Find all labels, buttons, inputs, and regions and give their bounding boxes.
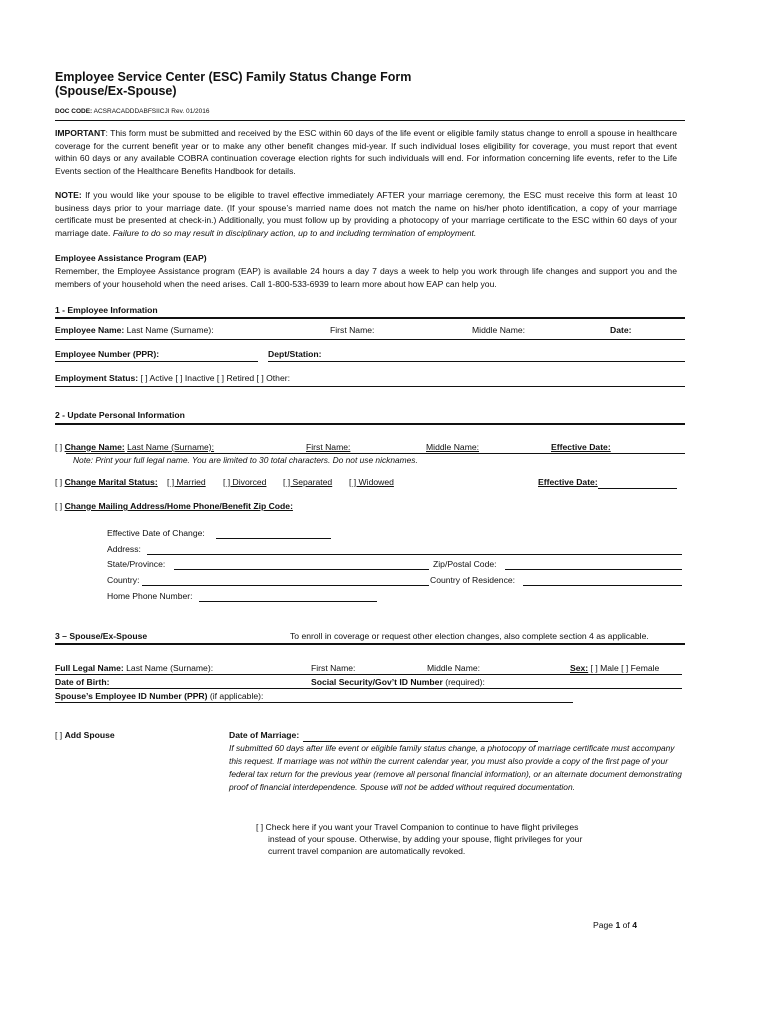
separated-option[interactable]: [ ] Separated: [283, 477, 333, 487]
married-option[interactable]: [ ] Married: [167, 477, 206, 487]
spouse-first-name-label: First Name:: [311, 663, 356, 673]
change-marital-row[interactable]: [ ] Change Marital Status:: [55, 477, 158, 487]
travel-companion-line-2: instead of your spouse. Otherwise, by adding your spouse, flight privileges for your: [268, 834, 583, 844]
add-spouse-option[interactable]: [ ] Add Spouse: [55, 730, 115, 740]
section-3-heading: 3 – Spouse/Ex-Spouse: [55, 631, 148, 641]
change-middle-name-label: Middle Name:: [426, 442, 480, 452]
employment-status-line: [55, 386, 685, 387]
middle-name-label: Middle Name:: [472, 325, 526, 335]
home-phone-label: Home Phone Number:: [107, 591, 193, 601]
section-2-bar: [55, 423, 685, 425]
change-name-row[interactable]: [ ] Change Name: Last Name (Surname):: [55, 442, 215, 452]
employee-name-field[interactable]: [55, 339, 685, 340]
ssn-label: Social Security/Gov’t ID Number (required):: [311, 677, 485, 687]
spouse-ppr-field[interactable]: [55, 702, 573, 703]
address-label: Address:: [107, 544, 141, 554]
spouse-ppr-label: Spouse’s Employee ID Number (PPR) (if applicable):: [55, 691, 264, 701]
header-divider: [55, 120, 685, 121]
widowed-option[interactable]: [ ] Widowed: [349, 477, 394, 487]
employee-name-label: Employee Name: Last Name (Surname):: [55, 325, 214, 335]
section-3-bar: [55, 643, 685, 645]
home-phone-field[interactable]: [199, 601, 377, 602]
effective-date-change-field[interactable]: [216, 538, 331, 539]
enroll-note: To enroll in coverage or request other election changes, also complete section 4 as applicable.: [290, 631, 649, 641]
state-label: State/Province:: [107, 559, 166, 569]
spouse-name-field[interactable]: [55, 674, 682, 675]
dob-label: Date of Birth:: [55, 677, 110, 687]
note-paragraph: NOTE: If you would like your spouse to be eligible to travel effective immediately AFTER your marriage ceremony, the ESC must receive this form at least 10 business days prior to your marriage date. (If your spouse’s married name does not match the name on his/her photo identification, a copy of your marriage certificate must be presented at check-in.) Additionally, you must follow up by providing a photocopy of your marriage certificate to the ESC within 60 days of your marriage date. Failure to do so may result in disciplinary action, up to and including termination of employment.: [55, 190, 677, 238]
divorced-option[interactable]: [ ] Divorced: [223, 477, 267, 487]
section-1-heading: 1 - Employee Information: [55, 305, 158, 315]
change-first-name-label: First Name:: [306, 442, 351, 452]
spouse-full-legal-name-label: Full Legal Name: Last Name (Surname):: [55, 663, 214, 673]
date-label: Date:: [610, 325, 632, 335]
eap-paragraph: Remember, the Employee Assistance program (EAP) is available 24 hours a day 7 days a week to help you work through life changes and support you and the members of your household when the need arises. Call 1-800-533-6939 to learn more about how EAP can help you.: [55, 266, 677, 289]
effective-date-change-label: Effective Date of Change:: [107, 528, 205, 538]
page-number: Page 1 of 4: [593, 920, 637, 930]
travel-companion-line-1[interactable]: [ ] Check here if you want your Travel Companion to continue to have flight privileges: [256, 822, 579, 832]
form-title: Employee Service Center (ESC) Family Status Change Form: [55, 70, 412, 84]
employee-number-label: Employee Number (PPR):: [55, 349, 160, 359]
doc-code: DOC CODE: ACSRACADDDABFSIICJI Rev. 01/2016: [55, 108, 210, 115]
country-residence-field[interactable]: [523, 585, 682, 586]
dept-station-label: Dept/Station:: [268, 349, 322, 359]
country-residence-label: Country of Residence:: [430, 575, 516, 585]
name-note: Note: Print your full legal name. You are limited to 30 total characters. Do not use nicknames.: [73, 455, 418, 465]
change-address-row[interactable]: [ ] Change Mailing Address/Home Phone/Benefit Zip Code:: [55, 501, 293, 511]
change-name-effective-date-label: Effective Date:: [551, 442, 611, 452]
dept-station-field[interactable]: [268, 361, 685, 362]
important-paragraph: IMPORTANT: This form must be submitted and received by the ESC within 60 days of the life event or eligible family status change to enroll a spouse in healthcare coverage for the current benefit year or to make any other benefit changes mid-year. If such individual loses eligibility for coverage, you must report that event within 60 days or any available COBRA continuation coverage election rights for such individuals will end. For information concerning life events, refer to the Life Events section of the Healthcare Benefits Handbook for details.: [55, 128, 677, 176]
employee-number-field[interactable]: [55, 361, 258, 362]
marital-effective-date-label: Effective Date:: [538, 477, 598, 487]
zip-field[interactable]: [505, 569, 682, 570]
travel-companion-line-3: current travel companion are automatically revoked.: [268, 846, 466, 856]
form-subtitle: (Spouse/Ex-Spouse): [55, 84, 177, 98]
marital-effective-date-field[interactable]: [598, 488, 677, 489]
country-label: Country:: [107, 575, 140, 585]
spouse-middle-name-label: Middle Name:: [427, 663, 481, 673]
employment-status[interactable]: Employment Status: [ ] Active [ ] Inactive [ ] Retired [ ] Other:: [55, 373, 290, 383]
first-name-label: First Name:: [330, 325, 375, 335]
zip-label: Zip/Postal Code:: [433, 559, 497, 569]
spouse-sex[interactable]: Sex: [ ] Male [ ] Female: [570, 663, 660, 673]
country-field[interactable]: [142, 585, 429, 586]
marriage-note: If submitted 60 days after life event or eligible family status change, a photocopy of marriage certificate must accompany this request. If marriage was not within the current calendar year, you must also provide a copy of the first page of your federal tax return for the previous year (remove all personal financial information), or an alternate document demonstrating proof of financial interdependence. Spouse will not be added without required documentation.: [229, 743, 682, 792]
dob-ssn-field[interactable]: [55, 688, 682, 689]
section-2-heading: 2 - Update Personal Information: [55, 410, 185, 420]
state-field[interactable]: [174, 569, 429, 570]
address-field[interactable]: [147, 554, 682, 555]
date-of-marriage-label: Date of Marriage:: [229, 730, 300, 740]
section-1-bar: [55, 317, 685, 319]
change-name-field[interactable]: [66, 453, 685, 454]
eap-heading: Employee Assistance Program (EAP): [55, 253, 207, 263]
